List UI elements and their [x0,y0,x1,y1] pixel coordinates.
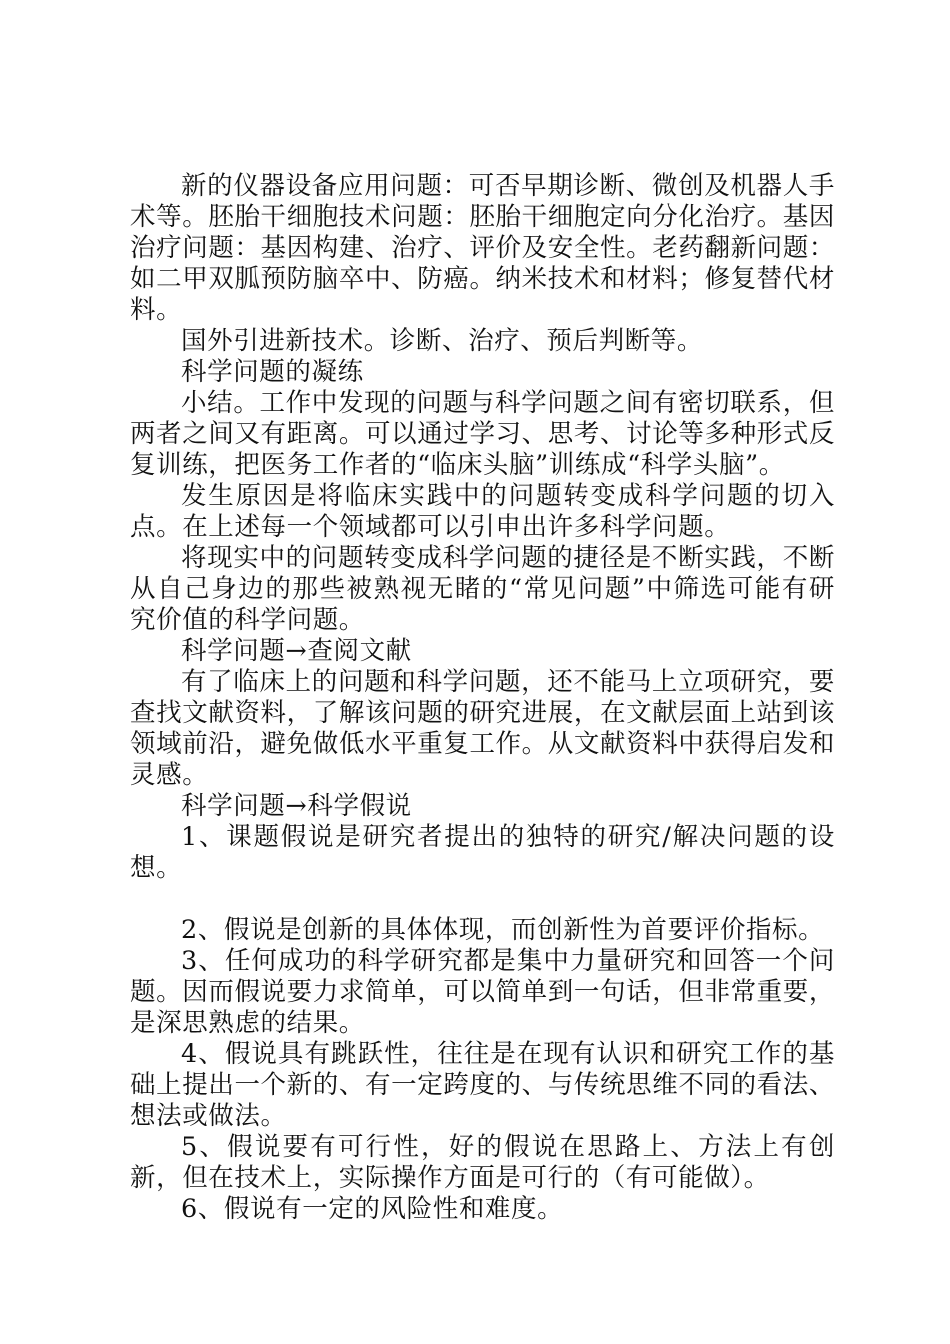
paragraph-foreign-technology: 国外引进新技术。诊断、治疗、预后判断等。 [181,326,704,356]
list-item-hypothesis-5: 5、假说要有可行性，好的假说在思路上、方法上有创新，但在技术上，实际操作方面是可行的（有可能做）。 [130,1132,835,1193]
heading-question-to-hypothesis: 科学问题→科学假说 [181,791,412,821]
list-item-hypothesis-6: 6、假说有一定的风险性和难度。 [181,1194,564,1224]
document-body [130,171,835,1225]
heading-scientific-question-refinement: 科学问题的凝练 [181,357,364,387]
paragraph-practice-shortcut: 将现实中的问题转变成科学问题的捷径是不断实践，不断从自己身边的那些被熟视无睹的“常见问题”中筛选可能有研究价值的科学问题。 [130,543,835,635]
paragraph-cause-entry-point: 发生原因是将临床实践中的问题转变成科学问题的切入点。在上述每一个领域都可以引申出许多科学问题。 [130,481,835,542]
blank-line [130,884,835,915]
paragraph-summary: 小结。工作中发现的问题与科学问题之间有密切联系，但两者之间又有距离。可以通过学习、思考、讨论等多种形式反复训练，把医务工作者的“临床头脑”训练成“科学头脑”。 [130,388,835,480]
paragraph-new-technology-problems: 新的仪器设备应用问题：可否早期诊断、微创及机器人手术等。胚胎干细胞技术问题：胚胎干细胞定向分化治疗。基因治疗问题：基因构建、治疗、评价及安全性。老药翻新问题：如二甲双胍预防脑卒中、防癌。纳米技术和材料；修复替代材料。 [130,171,835,325]
list-item-hypothesis-1: 1、课题假说是研究者提出的独特的研究/解决问题的设想。 [130,822,835,883]
paragraph-literature-review: 有了临床上的问题和科学问题，还不能马上立项研究，要查找文献资料，了解该问题的研究进展，在文献层面上站到该领域前沿，避免做低水平重复工作。从文献资料中获得启发和灵感。 [130,667,835,790]
heading-question-to-literature: 科学问题→查阅文献 [181,636,412,666]
list-item-hypothesis-2: 2、假说是创新的具体体现，而创新性为首要评价指标。 [181,915,825,945]
list-item-hypothesis-4: 4、假说具有跳跃性，往往是在现有认识和研究工作的基础上提出一个新的、有一定跨度的、与传统思维不同的看法、想法或做法。 [130,1039,835,1131]
list-item-hypothesis-3: 3、任何成功的科学研究都是集中力量研究和回答一个问题。因而假说要力求简单，可以简单到一句话，但非常重要，是深思熟虑的结果。 [130,946,835,1038]
